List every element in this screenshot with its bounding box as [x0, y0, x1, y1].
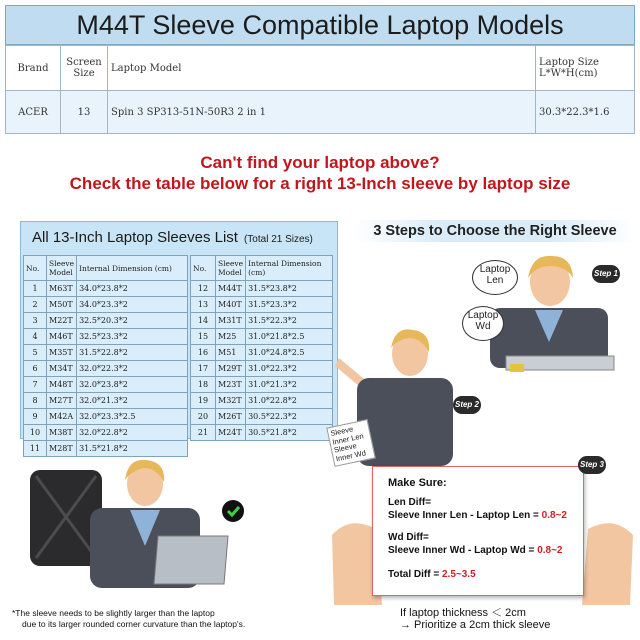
sleeve-header-no: No. — [191, 256, 216, 281]
sleeve-table-row — [24, 345, 188, 361]
sleeve-no: 19 — [191, 393, 216, 409]
sleeve-dimension: 31.0*21.8*2.5 — [246, 329, 333, 345]
sleeve-table-row — [191, 377, 333, 393]
sleeve-dimension: 34.0*23.8*2 — [77, 281, 188, 297]
sleeve-inner-note: Sleeve Inner Len Sleeve Inner Wd — [326, 419, 375, 467]
len-diff-value: 0.8~2 — [541, 510, 567, 521]
make-sure-card — [372, 466, 584, 596]
compatible-models-table — [5, 45, 635, 134]
sleeve-no: 9 — [24, 409, 47, 425]
sleeve-table-row — [191, 393, 333, 409]
step3-badge: Step 3 — [578, 456, 606, 474]
sleeve-model: M23T — [216, 377, 246, 393]
sleeve-model: M44T — [216, 281, 246, 297]
sleeve-model: M24T — [216, 425, 246, 441]
step1-badge: Step 1 — [592, 265, 620, 283]
sleeve-model: M51 — [216, 345, 246, 361]
sleeve-table-header — [24, 256, 188, 281]
sleeve-no: 11 — [24, 441, 47, 457]
sleeve-no: 16 — [191, 345, 216, 361]
step2-badge: Step 2 — [453, 396, 481, 414]
sleeve-no: 6 — [24, 361, 47, 377]
wd-diff-value: 0.8~2 — [537, 545, 563, 556]
sleeve-table-row — [24, 377, 188, 393]
wd-diff-formula-text: Sleeve Inner Wd - Laptop Wd = — [388, 545, 538, 556]
cell-brand: ACER — [6, 91, 61, 134]
footnote-line-2: due to its larger rounded corner curvature than the laptop's. — [22, 619, 246, 629]
header-screen-size: Screen Size — [61, 46, 108, 91]
sleeve-dimension: 31.0*22.3*2 — [246, 361, 333, 377]
sleeve-no: 13 — [191, 297, 216, 313]
sleeve-header-dimension: Internal Dimension (cm) — [77, 256, 188, 281]
cell-laptop-model: Spin 3 SP313-51N-50R3 2 in 1 — [108, 91, 536, 134]
page-title: M44T Sleeve Compatible Laptop Models — [5, 5, 635, 45]
sleeve-dimension: 31.5*23.3*2 — [246, 297, 333, 313]
right-hand-shape — [582, 523, 633, 605]
sleeve-dimension: 34.0*23.3*2 — [77, 297, 188, 313]
sleeve-no: 7 — [24, 377, 47, 393]
sleeve-dimension: 31.0*21.3*2 — [246, 377, 333, 393]
sleeve-dimension: 30.5*21.8*2 — [246, 425, 333, 441]
table-row — [6, 91, 635, 134]
sleeve-table-row — [191, 409, 333, 425]
sleeve-table-row — [191, 345, 333, 361]
sleeve-table-row — [24, 393, 188, 409]
len-diff-formula-text: Sleeve Inner Len - Laptop Len = — [388, 510, 542, 521]
sleeve-model: M42A — [47, 409, 77, 425]
header-laptop-size — [536, 46, 635, 91]
sleeve-no: 17 — [191, 361, 216, 377]
sleeve-header-model: Sleeve Model — [47, 256, 77, 281]
sleeve-dimension: 32.0*23.3*2.5 — [77, 409, 188, 425]
sleeve-no: 20 — [191, 409, 216, 425]
make-sure-title: Make Sure: — [388, 477, 447, 489]
sleeve-model: M29T — [216, 361, 246, 377]
total-diff-label: Total Diff = — [388, 569, 442, 580]
sleeve-header-model: Sleeve Model — [216, 256, 246, 281]
header-laptop-model: Laptop Model — [108, 46, 536, 91]
footnote-line-1: *The sleeve needs to be slightly larger than the laptop — [12, 608, 215, 618]
thickness-rule-line-2: → Prioritize a 2cm thick sleeve — [400, 619, 551, 631]
sleeve-no: 5 — [24, 345, 47, 361]
sleeve-table-row — [24, 361, 188, 377]
sleeve-list-title-text: All 13-Inch Laptop Sleeves List — [32, 229, 238, 246]
sleeve-table-row — [191, 313, 333, 329]
sleeve-table-right — [190, 255, 333, 441]
sleeve-no: 18 — [191, 377, 216, 393]
prompt-line-1: Can't find your laptop above? — [200, 153, 440, 172]
sleeve-table-row — [191, 425, 333, 441]
sleeve-table-row — [24, 297, 188, 313]
sleeve-table-left — [23, 255, 188, 457]
sleeve-no: 12 — [191, 281, 216, 297]
len-diff-label: Len Diff= — [388, 497, 432, 508]
sleeve-table-row — [24, 409, 188, 425]
sleeve-dimension: 31.5*22.3*2 — [246, 313, 333, 329]
sleeve-table-header — [191, 256, 333, 281]
sleeve-model: M25 — [216, 329, 246, 345]
tape-measure-shape — [510, 364, 524, 372]
prompt-line-2: Check the table below for a right 13-Inch sleeve by laptop size — [69, 174, 571, 193]
sleeve-model: M32T — [216, 393, 246, 409]
sleeve-table-row — [191, 361, 333, 377]
sleeve-model: M50T — [47, 297, 77, 313]
sleeve-no: 8 — [24, 393, 47, 409]
sleeve-model: M48T — [47, 377, 77, 393]
sleeve-table-row — [191, 329, 333, 345]
sleeve-dimension: 32.5*20.3*2 — [77, 313, 188, 329]
sleeve-no: 1 — [24, 281, 47, 297]
header-laptop-size-line2: L*W*H(cm) — [539, 68, 598, 79]
sleeve-dimension: 32.0*22.8*2 — [77, 425, 188, 441]
sleeve-model: M26T — [216, 409, 246, 425]
sleeve-no: 14 — [191, 313, 216, 329]
header-laptop-size-line1: Laptop Size — [539, 57, 599, 68]
sleeve-dimension: 30.5*22.3*2 — [246, 409, 333, 425]
steps-title: 3 Steps to Choose the Right Sleeve — [355, 220, 635, 242]
cell-laptop-size: 30.3*22.3*1.6 — [536, 91, 635, 134]
sleeve-table-row — [191, 281, 333, 297]
sleeve-table-row — [191, 297, 333, 313]
sleeve-model: M35T — [47, 345, 77, 361]
sleeve-no: 15 — [191, 329, 216, 345]
sleeve-dimension: 31.0*24.8*2.5 — [246, 345, 333, 361]
sleeve-comparison-illustration — [28, 458, 238, 590]
sleeve-table-row — [24, 425, 188, 441]
sleeve-model: M46T — [47, 329, 77, 345]
table-header-row — [6, 46, 635, 91]
sleeve-header-no: No. — [24, 256, 47, 281]
sleeve-model: M40T — [216, 297, 246, 313]
total-diff-value: 2.5~3.5 — [441, 569, 476, 580]
wd-diff-label: Wd Diff= — [388, 532, 429, 543]
sleeve-no: 3 — [24, 313, 47, 329]
sleeve-table-row — [24, 329, 188, 345]
check-icon — [222, 500, 244, 522]
wd-diff-formula — [388, 545, 563, 556]
cell-screen-size: 13 — [61, 91, 108, 134]
sleeve-no: 4 — [24, 329, 47, 345]
sleeve-no: 2 — [24, 297, 47, 313]
sleeve-dimension: 31.5*21.8*2 — [77, 441, 188, 457]
len-diff-formula — [388, 510, 567, 521]
sleeve-dimension: 32.0*21.3*2 — [77, 393, 188, 409]
sleeve-dimension: 31.0*22.8*2 — [246, 393, 333, 409]
sleeve-dimension: 32.0*22.3*2 — [77, 361, 188, 377]
sleeve-table-row — [24, 313, 188, 329]
sleeve-model: M63T — [47, 281, 77, 297]
sleeve-dimension: 31.5*22.8*2 — [77, 345, 188, 361]
bubble-laptop-len: Laptop Len — [472, 260, 518, 295]
sleeve-table-row — [24, 441, 188, 457]
sleeve-no: 21 — [191, 425, 216, 441]
sleeve-model: M22T — [47, 313, 77, 329]
sleeve-model: M27T — [47, 393, 77, 409]
sleeve-dimension: 32.5*23.3*2 — [77, 329, 188, 345]
sleeve-list-subtitle: (Total 21 Sizes) — [243, 234, 313, 245]
sleeve-list-title — [32, 229, 313, 246]
laptop-shape — [154, 536, 228, 584]
header-brand: Brand — [6, 46, 61, 91]
sleeve-model: M31T — [216, 313, 246, 329]
bubble-laptop-wd: Laptop Wd — [462, 306, 504, 341]
sleeve-no: 10 — [24, 425, 47, 441]
sleeve-model: M38T — [47, 425, 77, 441]
sleeve-dimension: 32.0*23.8*2 — [77, 377, 188, 393]
sleeve-dimension: 31.5*23.8*2 — [246, 281, 333, 297]
sleeve-model: M28T — [47, 441, 77, 457]
sleeve-model: M34T — [47, 361, 77, 377]
total-diff — [388, 569, 476, 580]
sleeve-table-row — [24, 281, 188, 297]
sleeve-header-dimension: Internal Dimension (cm) — [246, 256, 333, 281]
thickness-rule-line-1: If laptop thickness ＜ 2cm — [400, 607, 526, 619]
footnote — [12, 608, 312, 630]
